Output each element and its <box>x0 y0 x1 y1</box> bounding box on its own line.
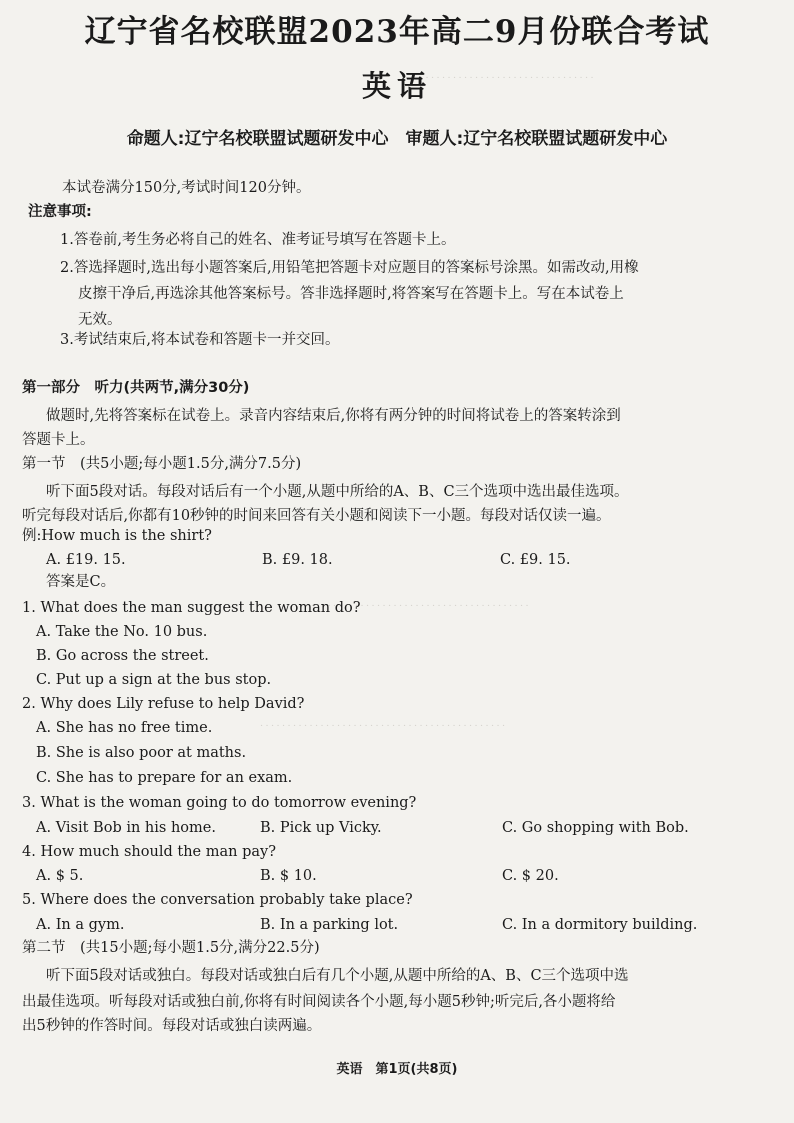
question-1-option-b: B. Go across the street. <box>36 648 209 664</box>
question-4-option-a: A. $ 5. <box>36 868 84 884</box>
question-3-option-a: A. Visit Bob in his home. <box>36 820 216 836</box>
section2-instruction-line-1: 听下面5段对话或独白。每段对话或独白后有几个小题,从题中所给的A、B、C三个选项中选 <box>46 968 629 984</box>
section1-instruction-line-1: 听下面5段对话。每段对话后有一个小题,从题中所给的A、B、C三个选项中选出最佳选项。 <box>46 484 629 500</box>
question-2-option-b: B. She is also poor at maths. <box>36 745 247 761</box>
question-2-option-a: A. She has no free time. <box>36 720 213 736</box>
part1-instruction-line-1: 做题时,先将答案标在试卷上。录音内容结束后,你将有两分钟的时间将试卷上的答案转涂到 <box>46 408 621 424</box>
question-4: 4. How much should the man pay? <box>22 844 276 860</box>
question-3-option-c: C. Go shopping with Bob. <box>502 820 689 836</box>
section1-heading: 第一节 (共5小题;每小题1.5分,满分7.5分) <box>22 456 302 472</box>
example-option-a: A. £19. 15. <box>46 552 126 568</box>
example-answer: 答案是C。 <box>46 574 116 590</box>
part1-heading: 第一部分 听力(共两节,满分30分) <box>22 380 250 396</box>
note-2-line-1: 2.答选择题时,选出每小题答案后,用铅笔把答题卡对应题目的答案标号涂黑。如需改动,用橡 <box>60 260 639 276</box>
note-3: 3.考试结束后,将本试卷和答题卡一并交回。 <box>60 332 340 348</box>
section2-instruction-line-2: 出最佳选项。听每段对话或独白前,你将有时间阅读各个小题,每小题5秒钟;听完后,各小题将给 <box>22 994 616 1010</box>
question-1-option-a: A. Take the No. 10 bus. <box>36 624 208 640</box>
section1-instruction-line-2: 听完每段对话后,你都有10秒钟的时间来回答有关小题和阅读下一小题。每段对话仅读一遍。 <box>22 508 611 524</box>
question-5: 5. Where does the conversation probably take place? <box>22 892 413 908</box>
note-2-line-2: 皮擦干净后,再选涂其他答案标号。答非选择题时,将答案写在答题卡上。写在本试卷上 <box>78 286 624 302</box>
bleed-through-text: · · · · · · · · · · · · · · · · · · · · · · · · · · · · · · · · <box>420 72 594 84</box>
part1-instruction-line-2: 答题卡上。 <box>22 432 95 448</box>
page-footer: 英语 第1页(共8页) <box>336 1062 458 1077</box>
question-2-option-c: C. She has to prepare for an exam. <box>36 770 293 786</box>
question-1: 1. What does the man suggest the woman do? <box>22 600 361 616</box>
subject-title: 英语 <box>361 69 432 103</box>
authors-line: 命题人:辽宁名校联盟试题研发中心 审题人:辽宁名校联盟试题研发中心 <box>126 129 668 149</box>
example-option-c: C. £9. 15. <box>500 552 571 568</box>
exam-title: 辽宁省名校联盟2023年高二9月份联合考试 <box>84 14 710 50</box>
question-2: 2. Why does Lily refuse to help David? <box>22 696 305 712</box>
bleed-through-text: · · · · · · · · · · · · · · · · · · · · · · · · · · · · · · · · · · · · · · · · · · · · · <box>260 720 505 732</box>
question-1-option-c: C. Put up a sign at the bus stop. <box>36 672 272 688</box>
question-4-option-c: C. $ 20. <box>502 868 559 884</box>
bleed-through-text: · · · · · · · · · · · · · · · · · · · · · · · · · · · · · · · · · · · · · · · · · · <box>300 600 529 612</box>
section2-instruction-line-3: 出5秒钟的作答时间。每段对话或独白读两遍。 <box>22 1018 322 1034</box>
example-question: 例:How much is the shirt? <box>22 528 212 544</box>
question-3: 3. What is the woman going to do tomorrow evening? <box>22 795 417 811</box>
question-5-option-c: C. In a dormitory building. <box>502 917 698 933</box>
question-5-option-a: A. In a gym. <box>36 917 125 933</box>
exam-info: 本试卷满分150分,考试时间120分钟。 <box>62 180 311 196</box>
question-3-option-b: B. Pick up Vicky. <box>260 820 382 836</box>
section2-heading: 第二节 (共15小题;每小题1.5分,满分22.5分) <box>22 940 320 956</box>
question-5-option-b: B. In a parking lot. <box>260 917 399 933</box>
note-1: 1.答卷前,考生务必将自己的姓名、准考证号填写在答题卡上。 <box>60 232 456 248</box>
note-2-line-3: 无效。 <box>78 312 122 328</box>
question-4-option-b: B. $ 10. <box>260 868 317 884</box>
example-option-b: B. £9. 18. <box>262 552 333 568</box>
notes-title: 注意事项: <box>28 204 92 220</box>
